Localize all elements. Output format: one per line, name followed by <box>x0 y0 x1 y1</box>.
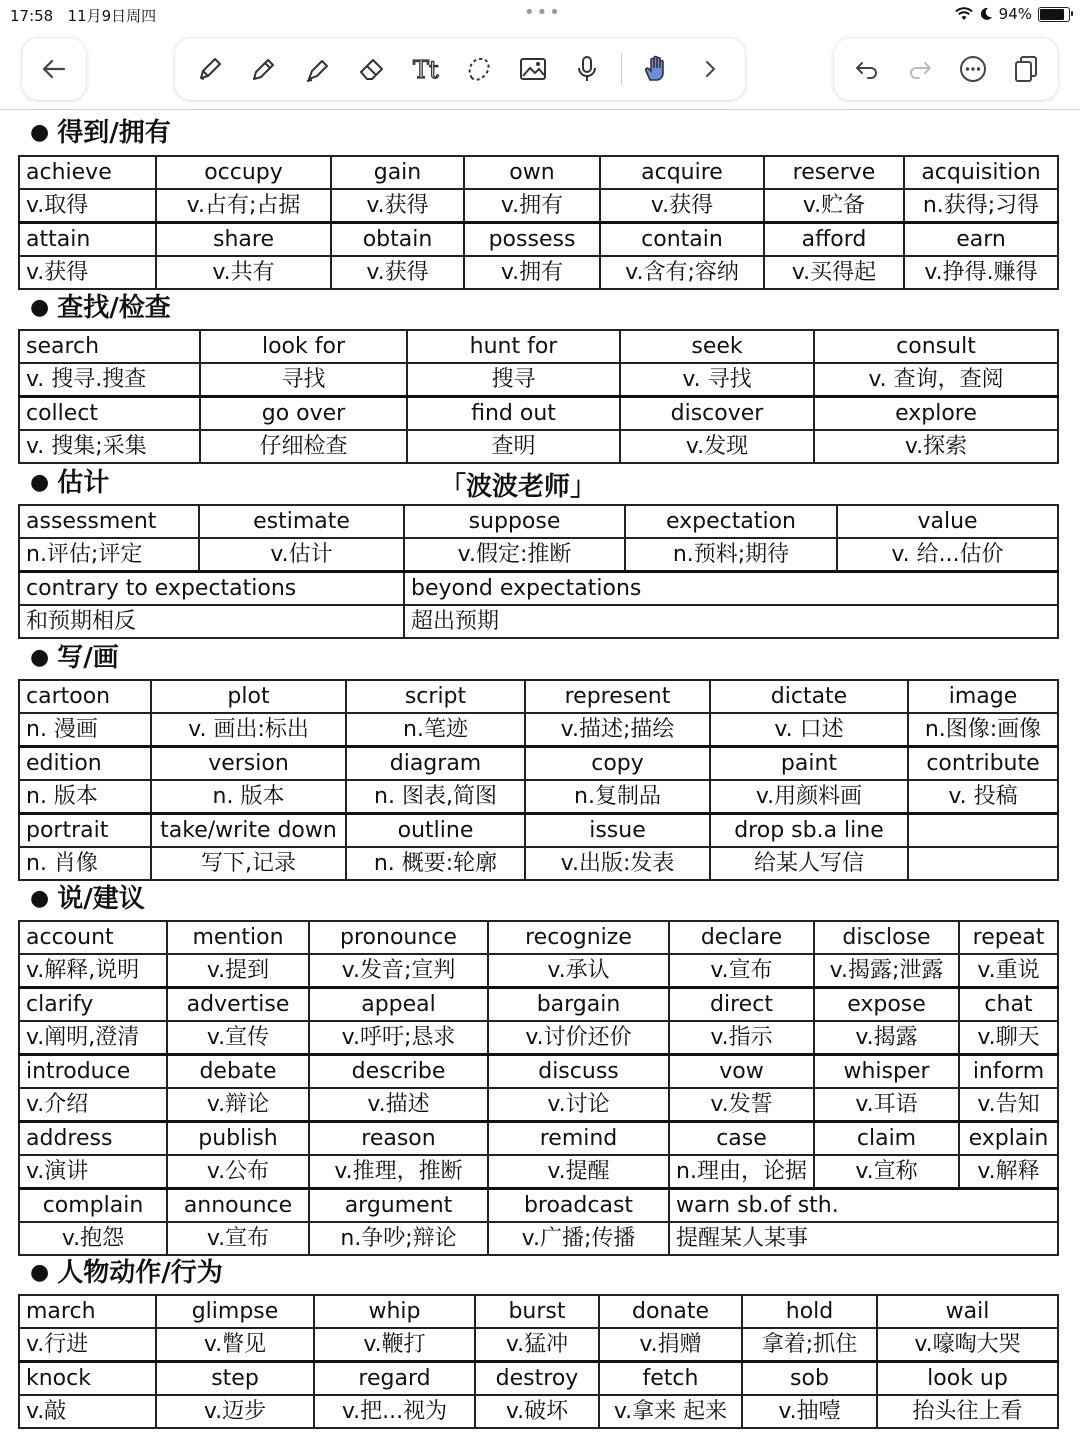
microphone-tool-button[interactable] <box>567 49 607 89</box>
vocab-meaning: v.抱怨 <box>19 1222 167 1255</box>
vocab-meaning: v.出版:发表 <box>525 847 710 880</box>
table-row <box>19 1295 1058 1328</box>
vocab-word: explore <box>814 397 1058 431</box>
vocab-word <box>908 847 1058 880</box>
vocab-word: chat <box>959 988 1058 1022</box>
vocab-meaning: v.拿来 起来 <box>599 1395 742 1428</box>
vocab-meaning: v.宣传 <box>167 1021 309 1055</box>
table-row <box>19 780 1058 814</box>
back-arrow-icon <box>40 55 68 83</box>
vocab-word: complain <box>19 1189 167 1223</box>
table-row <box>19 680 1058 713</box>
status-date: 11月9日周四 <box>67 7 157 25</box>
vocab-word: take/write down <box>151 814 346 848</box>
vocab-meaning: 仔细检查 <box>200 430 407 463</box>
vocab-word: broadcast <box>488 1189 669 1223</box>
vocab-word: describe <box>309 1055 488 1089</box>
table-row <box>19 256 1058 289</box>
vocab-word: achieve <box>19 156 156 189</box>
table-row <box>19 814 1058 848</box>
vocab-word: beyond expectations <box>404 572 1058 606</box>
vocab-word: destroy <box>475 1362 599 1396</box>
vocab-meaning: v.发誓 <box>669 1088 814 1122</box>
more-options-button[interactable] <box>953 49 993 89</box>
vocab-meaning: v.敲 <box>19 1395 156 1428</box>
vocab-meaning: v. 寻找 <box>620 363 814 397</box>
vocab-meaning: v.阐明,澄清 <box>19 1021 167 1055</box>
vocab-meaning: v.行进 <box>19 1328 156 1362</box>
vocab-meaning: v.提醒 <box>488 1155 669 1189</box>
toolbar-divider <box>0 109 1080 110</box>
vocab-meaning: 搜寻 <box>407 363 620 397</box>
vocab-meaning: v.宣称 <box>814 1155 959 1189</box>
vocab-meaning: v.获得 <box>19 256 156 289</box>
vocab-word: collect <box>19 397 200 431</box>
vocab-meaning: v.推理，推断 <box>309 1155 488 1189</box>
vocab-word: issue <box>525 814 710 848</box>
vocab-meaning: v.嚎啕大哭 <box>877 1328 1058 1362</box>
vocab-meaning: v.迈步 <box>156 1395 314 1428</box>
image-icon <box>518 54 548 84</box>
vocab-meaning: v.估计 <box>199 538 404 572</box>
vocab-meaning: 写下,记录 <box>151 847 346 880</box>
vocab-word: glimpse <box>156 1295 314 1328</box>
table-row <box>19 1395 1058 1428</box>
pen-icon <box>195 54 225 84</box>
vocab-meaning: n.复制品 <box>525 780 710 814</box>
vocab-meaning: v.用颜料画 <box>710 780 908 814</box>
vocab-word: advertise <box>167 988 309 1022</box>
vocab-word: version <box>151 747 346 781</box>
vocab-word: edition <box>19 747 151 781</box>
vocab-word: occupy <box>156 156 331 189</box>
section-heading: ● 人物动作/行为 <box>30 1258 223 1288</box>
vocab-word: share <box>156 223 331 257</box>
vocab-meaning: v.发音;宣判 <box>309 954 488 988</box>
vocab-meaning: v.讨价还价 <box>488 1021 669 1055</box>
table-row <box>19 538 1058 572</box>
vocab-meaning: v.指示 <box>669 1021 814 1055</box>
vocab-word: whisper <box>814 1055 959 1089</box>
table-row <box>19 430 1058 463</box>
table-row <box>19 156 1058 189</box>
vocab-meaning: v.抽噎 <box>742 1395 877 1428</box>
vocab-meaning: v. 查询，查阅 <box>814 363 1058 397</box>
toolbar-separator <box>621 53 622 85</box>
vocab-meaning: v.描述;描绘 <box>525 713 710 747</box>
marker-icon <box>303 54 333 84</box>
vocab-meaning: n.获得;习得 <box>904 189 1058 223</box>
table-row <box>19 921 1058 954</box>
marker-tool-button[interactable] <box>298 49 338 89</box>
vocab-word: find out <box>407 397 620 431</box>
vocab-meaning: v.演讲 <box>19 1155 167 1189</box>
vocab-meaning: n. 图表,简图 <box>346 780 525 814</box>
vocab-word: remind <box>488 1122 669 1156</box>
text-tool-button[interactable] <box>406 49 446 89</box>
table-row <box>19 1122 1058 1156</box>
vocab-meaning: v.捐赠 <box>599 1328 742 1362</box>
vocab-word: gain <box>331 156 464 189</box>
vocab-word: expectation <box>625 505 837 538</box>
table-row <box>19 1362 1058 1396</box>
table-row <box>19 713 1058 747</box>
vocab-word: bargain <box>488 988 669 1022</box>
drawing-toolbar <box>175 38 745 100</box>
table-row <box>19 1222 1058 1255</box>
table-row <box>19 1189 1058 1223</box>
pen-tool-button[interactable] <box>190 49 230 89</box>
pencil-tool-button[interactable] <box>244 49 284 89</box>
vocab-word: explain <box>959 1122 1058 1156</box>
vocab-meaning: v.发现 <box>620 430 814 463</box>
vocab-word: burst <box>475 1295 599 1328</box>
vocab-meaning: v.揭露;泄露 <box>814 954 959 988</box>
vocab-word: announce <box>167 1189 309 1223</box>
vocab-word: copy <box>525 747 710 781</box>
vocab-meaning: v. 给...估价 <box>837 538 1058 572</box>
vocab-meaning: 提醒某人某事 <box>669 1222 1058 1255</box>
vocab-word: image <box>908 680 1058 713</box>
vocab-table <box>18 679 1059 881</box>
vocab-word: disclose <box>814 921 959 954</box>
vocab-meaning: 查明 <box>407 430 620 463</box>
table-row <box>19 572 1058 606</box>
vocab-word: consult <box>814 330 1058 363</box>
vocab-meaning: v.聊天 <box>959 1021 1058 1055</box>
section-heading: ● 写/画 <box>30 643 119 673</box>
redo-button[interactable] <box>900 49 940 89</box>
vocab-word: contrary to expectations <box>19 572 404 606</box>
table-row <box>19 189 1058 223</box>
vocab-word: attain <box>19 223 156 257</box>
vocab-meaning: n.笔迹 <box>346 713 525 747</box>
vocab-word: own <box>464 156 600 189</box>
undo-button[interactable] <box>847 49 887 89</box>
vocab-word: fetch <box>599 1362 742 1396</box>
section-heading: ● 得到/拥有 <box>30 118 171 148</box>
status-time: 17:58 11月9日周四 <box>10 7 157 25</box>
vocab-word: pronounce <box>309 921 488 954</box>
vocab-word: earn <box>904 223 1058 257</box>
vocab-word: contribute <box>908 747 1058 781</box>
vocab-word: introduce <box>19 1055 167 1089</box>
vocab-meaning: n. 肖像 <box>19 847 151 880</box>
vocab-word: portrait <box>19 814 151 848</box>
table-row <box>19 605 1058 638</box>
vocab-meaning: v.揭露 <box>814 1021 959 1055</box>
vocab-meaning: v.破坏 <box>475 1395 599 1428</box>
vocab-meaning: v. 投稿 <box>908 780 1058 814</box>
vocab-word: appeal <box>309 988 488 1022</box>
lasso-icon <box>464 54 494 84</box>
vocab-word: go over <box>200 397 407 431</box>
vocab-table <box>18 155 1059 290</box>
watermark: 「波波老师」 <box>440 472 597 502</box>
pages-button[interactable] <box>1006 49 1046 89</box>
lasso-tool-button[interactable] <box>459 49 499 89</box>
vocab-word: regard <box>314 1362 475 1396</box>
vocab-meaning: 超出预期 <box>404 605 1058 638</box>
vocab-word: reason <box>309 1122 488 1156</box>
vocab-word: publish <box>167 1122 309 1156</box>
vocab-meaning: n.理由，论据 <box>669 1155 814 1189</box>
vocab-word: warn sb.of sth. <box>669 1189 1058 1223</box>
battery-icon <box>1038 7 1070 22</box>
vocab-meaning: v.瞥见 <box>156 1328 314 1362</box>
vocab-table <box>18 1294 1059 1429</box>
vocab-word: look up <box>877 1362 1058 1396</box>
vocab-meaning: v.贮备 <box>764 189 904 223</box>
svg-text:Tt: Tt <box>412 56 439 84</box>
vocab-meaning: n.图像:画像 <box>908 713 1058 747</box>
vocab-word: dictate <box>710 680 908 713</box>
vocab-meaning: v.承认 <box>488 954 669 988</box>
vocab-word: represent <box>525 680 710 713</box>
vocab-meaning: v.假定:推断 <box>404 538 625 572</box>
section-heading: ● 说/建议 <box>30 884 145 914</box>
table-row <box>19 1088 1058 1122</box>
vocab-meaning: v.鞭打 <box>314 1328 475 1362</box>
vocab-word: afford <box>764 223 904 257</box>
table-row <box>19 363 1058 397</box>
table-row <box>19 847 1058 880</box>
vocab-word: recognize <box>488 921 669 954</box>
vocab-word: acquire <box>600 156 764 189</box>
redo-icon <box>905 54 935 84</box>
vocab-word: clarify <box>19 988 167 1022</box>
hand-tool-button[interactable] <box>636 49 676 89</box>
document-actions <box>834 38 1058 100</box>
vocab-meaning: v.取得 <box>19 189 156 223</box>
pages-icon <box>1011 54 1041 84</box>
vocab-meaning: v.拥有 <box>464 256 600 289</box>
vocab-word: acquisition <box>904 156 1058 189</box>
vocab-meaning: v.辩论 <box>167 1088 309 1122</box>
vocab-word: suppose <box>404 505 625 538</box>
vocab-meaning: v.猛冲 <box>475 1328 599 1362</box>
vocab-meaning: v.广播;传播 <box>488 1222 669 1255</box>
vocab-word: hunt for <box>407 330 620 363</box>
vocab-word: inform <box>959 1055 1058 1089</box>
vocab-word: outline <box>346 814 525 848</box>
vocab-meaning: 寻找 <box>200 363 407 397</box>
vocab-meaning: n. 版本 <box>151 780 346 814</box>
vocab-meaning: v.耳语 <box>814 1088 959 1122</box>
vocab-meaning: v.提到 <box>167 954 309 988</box>
vocab-meaning: v.公布 <box>167 1155 309 1189</box>
vocab-meaning: v.介绍 <box>19 1088 167 1122</box>
vocab-meaning: v.讨论 <box>488 1088 669 1122</box>
wifi-icon <box>955 7 973 21</box>
vocab-word: donate <box>599 1295 742 1328</box>
vocab-word: possess <box>464 223 600 257</box>
vocab-word: wail <box>877 1295 1058 1328</box>
battery-percent: 94% <box>998 5 1032 23</box>
vocab-word: repeat <box>959 921 1058 954</box>
table-row <box>19 954 1058 988</box>
eraser-tool-button[interactable] <box>352 49 392 89</box>
vocab-word: step <box>156 1362 314 1396</box>
vocab-word: script <box>346 680 525 713</box>
table-row <box>19 1021 1058 1055</box>
vocab-meaning: n. 版本 <box>19 780 151 814</box>
vocab-word: hold <box>742 1295 877 1328</box>
table-row <box>19 223 1058 257</box>
back-button[interactable] <box>22 38 86 100</box>
table-row <box>19 330 1058 363</box>
vocab-word: address <box>19 1122 167 1156</box>
vocab-meaning: v.告知 <box>959 1088 1058 1122</box>
vocab-meaning: v.占有;占据 <box>156 189 331 223</box>
vocab-word: reserve <box>764 156 904 189</box>
vocab-word: whip <box>314 1295 475 1328</box>
vocab-meaning: v. 搜集;采集 <box>19 430 200 463</box>
vocab-meaning: v.共有 <box>156 256 331 289</box>
vocab-word: seek <box>620 330 814 363</box>
vocab-word: drop sb.a line <box>710 814 908 848</box>
vocab-meaning: 和预期相反 <box>19 605 404 638</box>
vocab-word: search <box>19 330 200 363</box>
vocab-word: cartoon <box>19 680 151 713</box>
vocab-meaning: n.争吵;辩论 <box>309 1222 488 1255</box>
vocab-word: assessment <box>19 505 199 538</box>
vocab-word: sob <box>742 1362 877 1396</box>
more-icon <box>958 54 988 84</box>
image-tool-button[interactable] <box>513 49 553 89</box>
vocab-word: march <box>19 1295 156 1328</box>
vocab-meaning: 拿着;抓住 <box>742 1328 877 1362</box>
vocab-word: case <box>669 1122 814 1156</box>
vocab-meaning: v.把...视为 <box>314 1395 475 1428</box>
hand-icon <box>641 54 671 84</box>
vocab-meaning: v.挣得.赚得 <box>904 256 1058 289</box>
vocab-word: estimate <box>199 505 404 538</box>
vocab-meaning: n.预料;期待 <box>625 538 837 572</box>
chevron-right-icon <box>695 54 725 84</box>
vocab-word: discover <box>620 397 814 431</box>
vocab-meaning: v.拥有 <box>464 189 600 223</box>
table-row <box>19 1155 1058 1189</box>
undo-icon <box>852 54 882 84</box>
vocab-word: debate <box>167 1055 309 1089</box>
table-row <box>19 988 1058 1022</box>
vocab-word: value <box>837 505 1058 538</box>
vocab-table <box>18 329 1059 464</box>
eraser-icon <box>357 54 387 84</box>
vocab-meaning: v.重说 <box>959 954 1058 988</box>
vocab-word: claim <box>814 1122 959 1156</box>
vocab-meaning: v. 画出:标出 <box>151 713 346 747</box>
vocab-word: plot <box>151 680 346 713</box>
vocab-word: paint <box>710 747 908 781</box>
vocab-word: account <box>19 921 167 954</box>
more-tools-button[interactable] <box>690 49 730 89</box>
vocab-meaning: v.宣布 <box>167 1222 309 1255</box>
vocab-word: discuss <box>488 1055 669 1089</box>
vocab-meaning: v. 搜寻.搜查 <box>19 363 200 397</box>
vocab-meaning: v.宣布 <box>669 954 814 988</box>
vocab-meaning: v.描述 <box>309 1088 488 1122</box>
vocab-meaning: n. 漫画 <box>19 713 151 747</box>
section-heading: ● 估计 <box>30 468 110 498</box>
table-row <box>19 505 1058 538</box>
vocab-table <box>18 920 1059 1256</box>
vocab-word: obtain <box>331 223 464 257</box>
vocab-meaning: v.获得 <box>600 189 764 223</box>
vocab-word: contain <box>600 223 764 257</box>
vocab-meaning: v.买得起 <box>764 256 904 289</box>
vocab-meaning: 抬头往上看 <box>877 1395 1058 1428</box>
table-row <box>19 1055 1058 1089</box>
vocab-word: expose <box>814 988 959 1022</box>
vocab-word: argument <box>309 1189 488 1223</box>
table-row <box>19 397 1058 431</box>
vocab-word: declare <box>669 921 814 954</box>
vocab-meaning: v.探索 <box>814 430 1058 463</box>
status-bar <box>0 0 1080 28</box>
pencil-icon <box>249 54 279 84</box>
vocab-meaning: v.获得 <box>331 256 464 289</box>
vocab-meaning: v.含有;容纳 <box>600 256 764 289</box>
vocab-word: vow <box>669 1055 814 1089</box>
vocab-meaning: v.解释,说明 <box>19 954 167 988</box>
vocab-meaning: v. 口述 <box>710 713 908 747</box>
multitasking-dots-icon[interactable]: ••• <box>524 2 562 23</box>
text-icon <box>411 54 441 84</box>
vocab-meaning: 给某人写信 <box>710 847 908 880</box>
vocab-meaning: v.获得 <box>331 189 464 223</box>
moon-icon <box>979 7 993 21</box>
vocab-meaning: v.呼吁;恳求 <box>309 1021 488 1055</box>
vocab-word: diagram <box>346 747 525 781</box>
vocab-meaning: v.解释 <box>959 1155 1058 1189</box>
table-row <box>19 1328 1058 1362</box>
vocab-meaning: n.评估;评定 <box>19 538 199 572</box>
table-row <box>19 747 1058 781</box>
vocab-table <box>18 504 1059 639</box>
microphone-icon <box>572 54 602 84</box>
vocab-word: knock <box>19 1362 156 1396</box>
vocab-word <box>908 814 1058 848</box>
vocab-word: look for <box>200 330 407 363</box>
vocab-meaning: n. 概要:轮廓 <box>346 847 525 880</box>
status-right <box>955 5 1070 23</box>
vocab-word: mention <box>167 921 309 954</box>
vocab-word: direct <box>669 988 814 1022</box>
section-heading: ● 查找/检查 <box>30 293 171 323</box>
